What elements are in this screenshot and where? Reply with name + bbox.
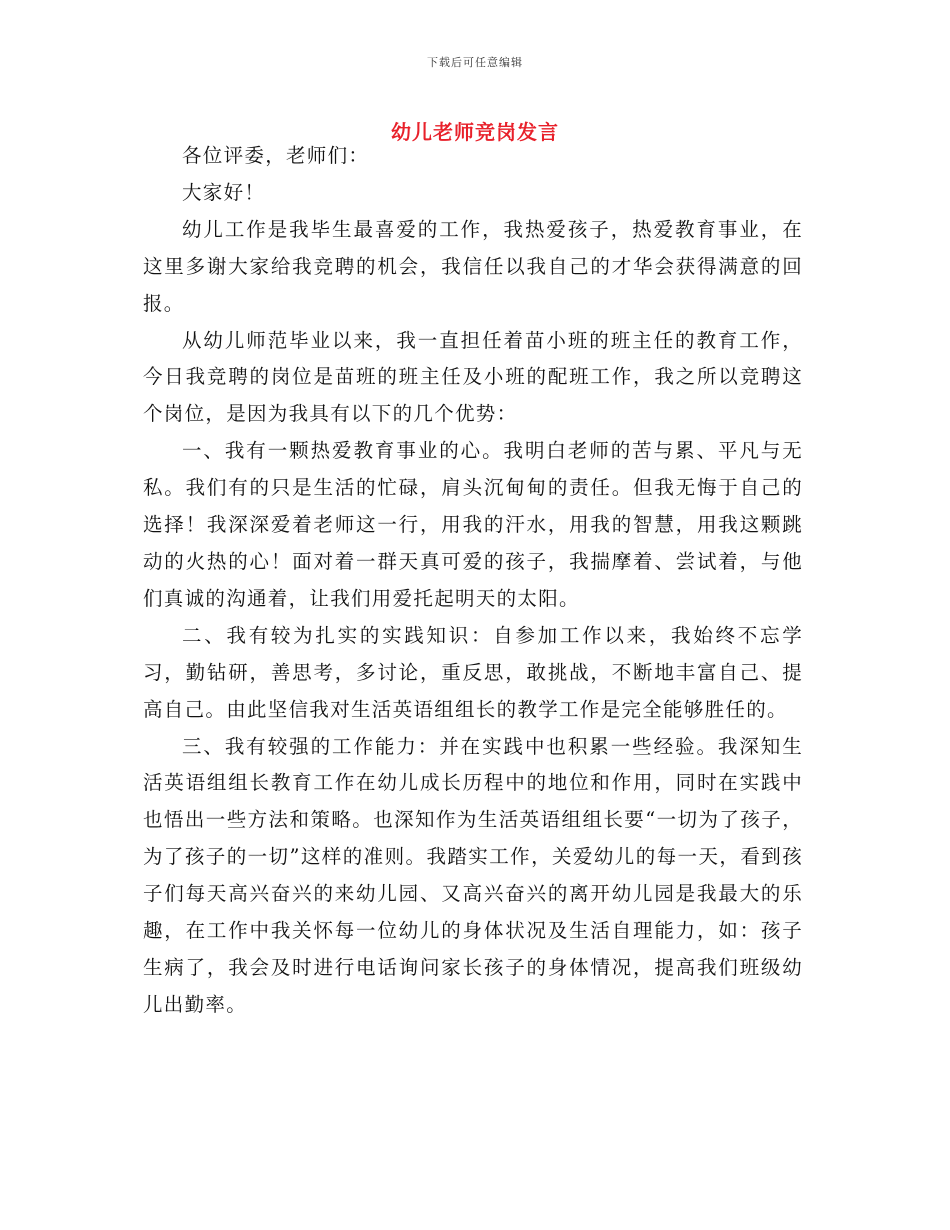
header-note: 下载后可任意编辑 xyxy=(427,56,523,69)
document-body xyxy=(143,138,803,1024)
paragraph-background: 从幼儿师范毕业以来，我一直担任着苗小班的班主任的教育工作，今日我竞聘的岗位是苗班的班主任及小班的配班工作，我之所以竞聘这个岗位，是因为我具有以下的几个优势： xyxy=(143,328,803,426)
paragraph-salutation: 各位评委，老师们： xyxy=(182,144,370,167)
paragraph-intro: 幼儿工作是我毕生最喜爱的工作，我热爱孩子，热爱教育事业，在这里多谢大家给我竞聘的机会，我信任以我自己的才华会获得满意的回报。 xyxy=(143,217,803,315)
paragraph-advantage-2: 二、我有较为扎实的实践知识：自参加工作以来，我始终不忘学习，勤钻研，善思考，多讨论，重反思，敢挑战，不断地丰富自己、提高自己。由此坚信我对生活英语组组长的教学工作是完全能够胜任的。 xyxy=(143,623,803,721)
paragraph-advantage-3: 三、我有较强的工作能力：并在实践中也积累一些经验。我深知生活英语组组长教育工作在幼儿成长历程中的地位和作用，同时在实践中也悟出一些方法和策略。也深知作为生活英语组组长要“一切为了孩子，为了孩子的一切”这样的准则。我踏实工作，关爱幼儿的每一天，看到孩子们每天高兴奋兴的来幼儿园、又高兴奋兴的离开幼儿园是我最大的乐趣，在工作中我关怀每一位幼儿的身体状况及生活自理能力，如：孩子生病了，我会及时进行电话询问家长孩子的身体情况，提高我们班级幼儿出勤率。 xyxy=(143,734,803,1016)
document-title: 幼儿老师竞岗发言 xyxy=(391,120,559,144)
paragraph-advantage-1: 一、我有一颗热爱教育事业的心。我明白老师的苦与累、平凡与无私。我们有的只是生活的忙碌，肩头沉甸甸的责任。但我无悔于自己的选择！我深深爱着老师这一行，用我的汗水，用我的智慧，用我这颗跳动的火热的心！面对着一群天真可爱的孩子，我揣摩着、尝试着，与他们真诚的沟通着，让我们用爱托起明天的太阳。 xyxy=(143,439,803,610)
paragraph-greeting: 大家好！ xyxy=(182,180,266,204)
